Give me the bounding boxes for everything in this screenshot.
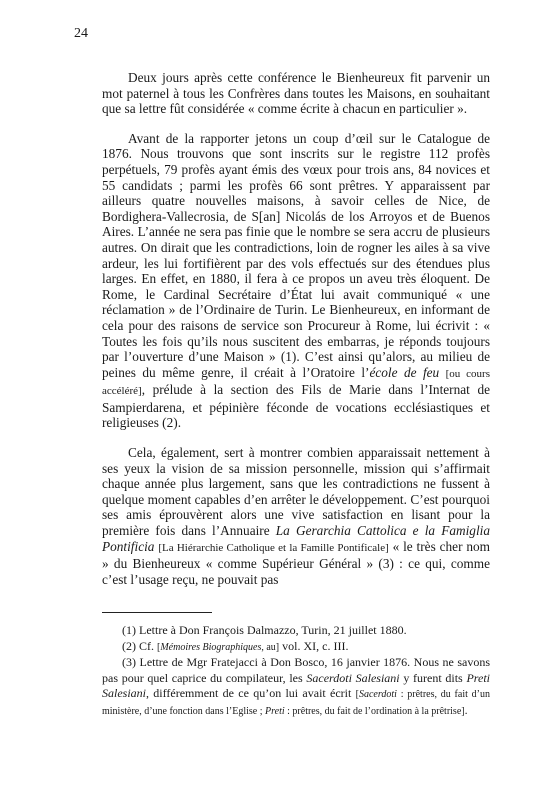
paragraph: Cela, également, sert à montrer combien apparaissait nettement à ses yeux la vision de sa mission personnelle, mission qui s’affirmait chaque année plus largement, sans que les contradictions ne fussent à quelque moment capables d’en arrêter le développement. C’est pourquoi ses amis éprouvèrent alors une vive satisfaction en lisant pour la première fois dans l’Annuaire La Gerarchia Cattolica e la Famiglia Pontificia [La Hiérarchie Catholique et la Famille Pontificale] « le très cher nom » du Bienheureux « comme Supérieur Général » (3) : ce qui, comme c’est l’usage reçu, ne pouvait pas: [102, 445, 490, 587]
footnote: (1) Lettre à Don François Dalmazzo, Turin, 21 juillet 1880.: [122, 623, 407, 637]
paragraph: Avant de la rapporter jetons un coup d’œil sur le Catalogue de 1876. Nous trouvons que sont inscrits sur le registre 112 profès perpétuels, 79 profès ayant émis des vœux pour trois ans, 84 novices et 55 candidats ; parmi les profès 66 sont prêtres. Y apparaissent par ailleurs quatre nouvelles maisons, à savoir celles de Nice, de Bordighera-Vallecrosia, de S[an] Nicolás de los Arroyos et de Buenos Aires. L’année ne sera pas finie que le nombre se sera accru de plusieurs autres. On dirait que les contradictions, loin de rogner les ailes à sa vive ardeur, les lui fortifièrent par des vols effectués sur des étendues plus larges. En effet, en 1880, il fera à ce propos un aveu très éloquent. De Rome, le Cardinal Secrétaire d’État lui avait communiqué « une réclamation » de l’Ordinaire de Turin. Le Bienheureux, en informant de cela pour des raisons de service son Procureur à Rome, lui écrivit : « Toutes les fois qu’ils nous suscitent des embarras, je réponds toujours par l’ouverture d’une Maison » (1). C’est ainsi qu’alors, au milieu de peines du même genre, il créait à l’Oratoire l’école de feu [ou cours accéléré], prélude à la section des Fils de Marie dans l’Internat de Sampierdarena, et pépinière féconde de vocations ecclésiastiques et religieuses (2).: [102, 130, 490, 431]
page-number: 24: [74, 26, 88, 41]
paragraph: Deux jours après cette conférence le Bienheureux fit parvenir un mot paternel à tous les Confrères dans toutes les Maisons, en souhaitant que sa lettre fût considérée « comme écrite à chacun en particulier ».: [102, 70, 490, 117]
footnote: (3) Lettre de Mgr Fratejacci à Don Bosco, 16 janvier 1876. Nous ne savons pas pour quel caprice du compilateur, les Sacerdoti Salesiani y furent dits Preti Salesiani, différemment de ce qu’on lui avait écrit [Sacerdoti : prêtres, du fait d’un ministère, d’une fonction dans l’Eglise ; Preti : prêtres, du fait de l’ordination à la prêtrise].: [102, 655, 490, 717]
body-text: [102, 70, 490, 587]
footnote: (2) Cf. [Mémoires Biographiques, au] vol. XI, c. III.: [122, 638, 349, 653]
footnotes: [102, 623, 490, 719]
footnote-separator: [102, 612, 212, 613]
